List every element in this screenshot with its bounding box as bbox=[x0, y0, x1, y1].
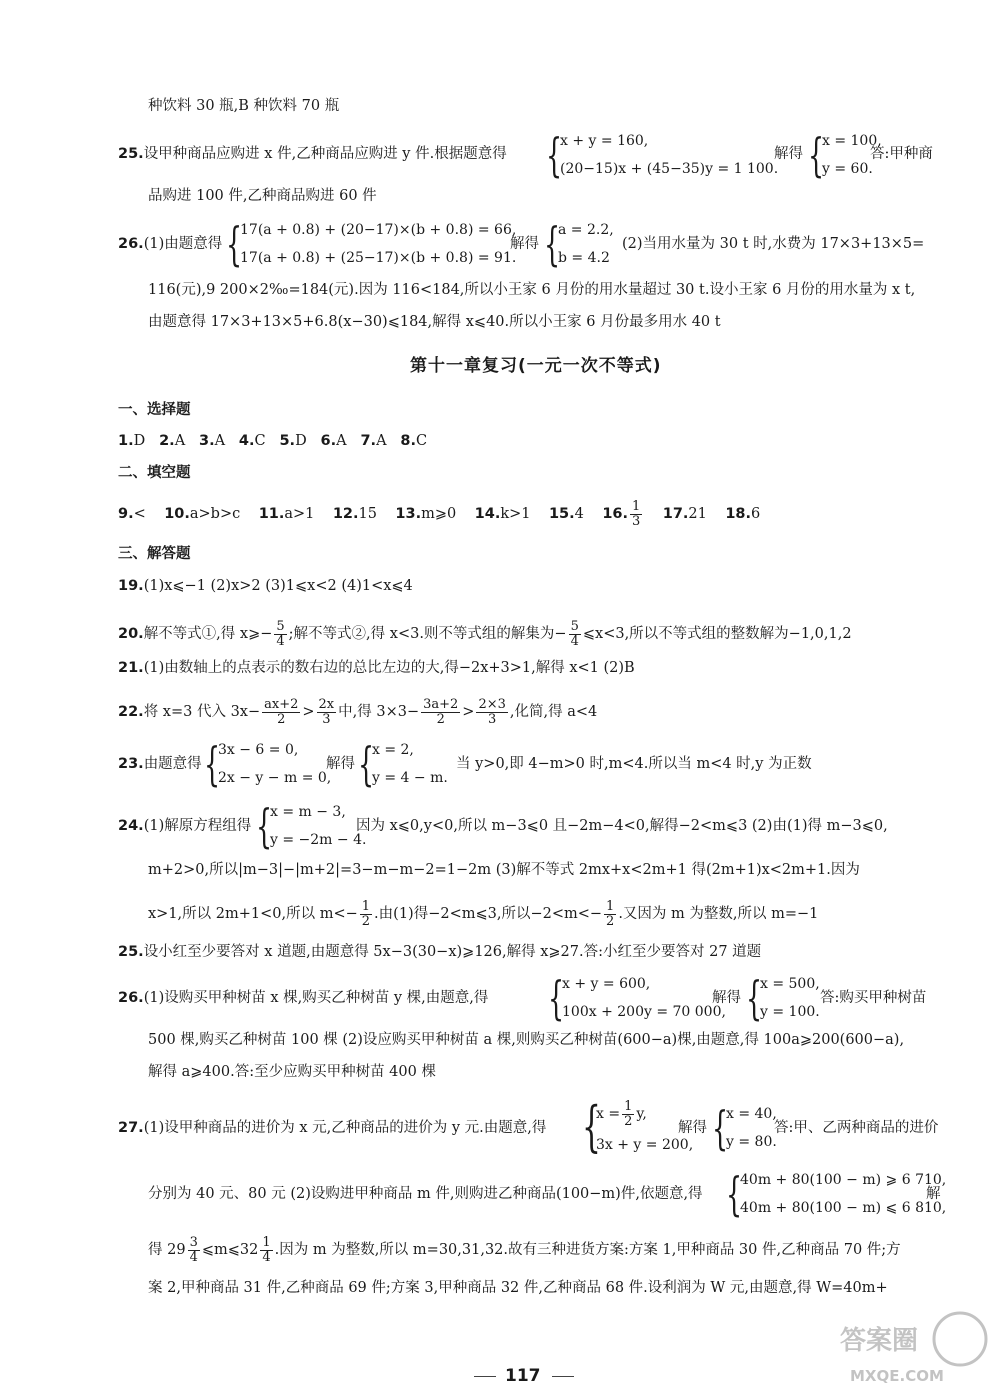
question-20: 20.解不等式①,得 x⩾− $\frac{5}{4}$ ;解不等式②,得 x<3.则不等式组的解集为− $\frac{5}{4}$ ⩽x<3,所以不等式组的整数解为−1,0,1,2 bbox=[118, 619, 852, 649]
text-line: x>1,所以 2m+1<0,所以 m<− $\frac{1}{2}$ .由(1)得−2<m⩽3,所以−2<m<− $\frac{1}{2}$ .又因为 m 为整数,所以 m=−1 bbox=[148, 899, 819, 929]
question-22: 22.将 x=3 代入 3x− $\frac{ax+2}{2}$ > $\frac{2x}{3}$ 中,得 3×3− $\frac{3a+2}{2}$ > $\frac{2\times 3}{3}$ ,化简,得 a<4 bbox=[118, 697, 598, 727]
chapter-title: 第十一章复习(一元一次不等式) bbox=[410, 356, 662, 376]
text-line: 500 棵,购买乙种树苗 100 棵 (2)设应购买甲种树苗 a 棵,则购买乙种树苗(600−a)棵,由题意,得 100a⩾200(600−a), bbox=[148, 1032, 905, 1048]
question-19: 19.(1)x⩽−1 (2)x>2 (3)1⩽x<2 (4)1<x⩽4 bbox=[118, 578, 413, 594]
text-fragment: 答:甲种商 bbox=[870, 146, 933, 162]
question-number: 25. bbox=[118, 146, 144, 162]
text-line: 得 29 $\frac{3}{4}$ ⩽m⩽32 $\frac{1}{4}$ .因为 m 为整数,所以 m=30,31,32.故有三种进货方案:方案 1,甲种商品 30 件,乙种商品 70 件;方 bbox=[148, 1235, 901, 1265]
section-heading: 一、选择题 bbox=[118, 402, 191, 418]
text-fragment: 解 bbox=[926, 1186, 941, 1202]
choice-answers: 1.D 2.A 3.A 4.C 5.D 6.A 7.A 8.C bbox=[118, 433, 428, 449]
question-21: 21.(1)由数轴上的点表示的数右边的总比左边的大,得−2x+3>1,解得 x<1 (2)B bbox=[118, 660, 635, 676]
text-line: 解得 a⩾400.答:至少应购买甲种树苗 400 棵 bbox=[148, 1064, 436, 1080]
text-line: 案 2,甲种商品 31 件,乙种商品 69 件;方案 3,甲种商品 32 件,乙种商品 68 件.设利润为 W 元,由题意,得 W=40m+ bbox=[148, 1280, 888, 1296]
text-line: 种饮料 30 瓶,B 种饮料 70 瓶 bbox=[148, 98, 340, 114]
text-fragment: 解得 bbox=[712, 990, 741, 1006]
fraction: $\frac{1}{2}$ bbox=[361, 899, 371, 929]
text-fragment: 解得 bbox=[774, 146, 803, 162]
fraction: $\frac{2x}{3}$ bbox=[318, 697, 335, 727]
fraction: $\frac{3a+2}{2}$ bbox=[423, 697, 459, 727]
text-line: 116(元),9 200×2‰=184(元).因为 116<184,所以小王家 6 月份的用水量超过 30 t.设小王家 6 月份的用水量为 x t, bbox=[148, 282, 916, 298]
question-27: 27.(1)设甲种商品的进价为 x 元,乙种商品的进价为 y 元.由题意,得 bbox=[118, 1120, 547, 1136]
fraction: $\frac{3}{4}$ bbox=[189, 1235, 198, 1265]
question-23: 23.由题意得 bbox=[118, 756, 202, 772]
fraction: $\frac{5}{4}$ bbox=[276, 619, 285, 649]
text-line: 分别为 40 元、80 元 (2)设购进甲种商品 m 件,则购进乙种商品(100−m)件,依题意,得 bbox=[148, 1186, 703, 1202]
page-number-rule bbox=[552, 1376, 574, 1377]
question-26: 26.(1)设购买甲种树苗 x 棵,购买乙种树苗 y 棵,由题意,得 bbox=[118, 990, 489, 1006]
watermark-url: MXQE.COM bbox=[850, 1367, 944, 1385]
fraction: $\frac{1}{4}$ bbox=[262, 1235, 271, 1265]
text-line: 由题意得 17×3+13×5+6.8(x−30)⩽184,解得 x⩽40.所以小王家 6 月份最多用水 40 t bbox=[148, 314, 721, 330]
text-fragment: 解得 bbox=[326, 756, 355, 772]
fraction: $\frac{5}{4}$ bbox=[570, 619, 579, 649]
section-heading: 三、解答题 bbox=[118, 546, 191, 562]
question-25-prev bbox=[118, 146, 507, 163]
question-text: 设甲种商品应购进 x 件,乙种商品应购进 y 件.根据题意得 bbox=[143, 146, 507, 162]
text-fragment: 解得 bbox=[510, 236, 539, 252]
text-fragment: 答:甲、乙两种商品的进价 bbox=[774, 1120, 939, 1136]
text-fragment: 当 y>0,即 4−m>0 时,m<4.所以当 m<4 时,y 为正数 bbox=[456, 756, 812, 772]
text-fragment: 因为 x⩽0,y<0,所以 m−3⩽0 且−2m−4<0,解得−2<m⩽3 (2)由(1)得 m−3⩽0, bbox=[356, 818, 888, 834]
fraction: $\frac{1}{2}$ bbox=[606, 899, 615, 929]
text-fragment: (2)当用水量为 30 t 时,水费为 17×3+13×5= bbox=[622, 236, 925, 252]
fill-answers: 9.< 10.a>b>c 11.a>1 12.15 13.m⩾0 14.k>1 15.4 16. $\frac{1}{3}$ 17.21 18.6 bbox=[118, 499, 761, 529]
text-line: 品购进 100 件,乙种商品购进 60 件 bbox=[148, 188, 377, 204]
question-25: 25.设小红至少要答对 x 道题,由题意得 5x−3(30−x)⩾126,解得 x⩾27.答:小红至少要答对 27 道题 bbox=[118, 944, 762, 960]
page-number-rule bbox=[474, 1376, 496, 1377]
fraction: $\frac{2\times 3}{3}$ bbox=[478, 697, 506, 727]
question-number: 26. bbox=[118, 236, 144, 252]
text-fragment: 答:购买甲种树苗 bbox=[820, 990, 927, 1006]
fraction: $\frac{ax+2}{2}$ bbox=[264, 697, 299, 727]
question-text: (1)由题意得 bbox=[143, 236, 223, 252]
section-heading: 二、填空题 bbox=[118, 465, 191, 481]
question-24: 24.(1)解原方程组得 bbox=[118, 818, 252, 834]
fraction: $\frac{1}{3}$ bbox=[632, 499, 641, 529]
watermark-text: 答案圈 bbox=[840, 1326, 919, 1356]
watermark-logo bbox=[830, 1309, 990, 1389]
text-fragment: 解得 bbox=[678, 1120, 707, 1136]
page-number: 117 bbox=[505, 1366, 541, 1386]
question-26-prev bbox=[118, 236, 222, 253]
text-line: m+2>0,所以|m−3|−|m+2|=3−m−m−2=1−2m (3)解不等式 2mx+x<2m+1 得(2m+1)x<2m+1.因为 bbox=[148, 862, 860, 878]
